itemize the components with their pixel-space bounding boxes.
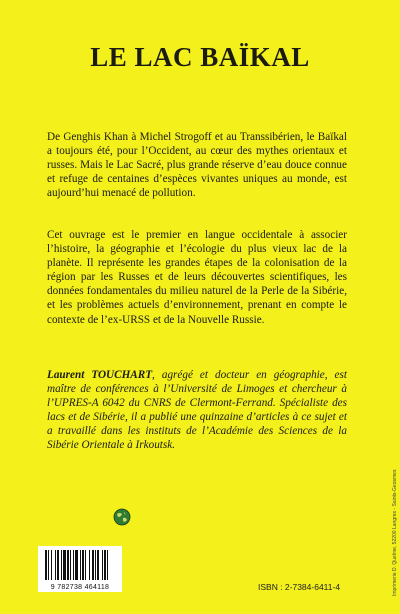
globe-logo-icon	[113, 508, 131, 526]
isbn: ISBN : 2-7384-6411-4	[258, 582, 341, 592]
barcode	[38, 546, 122, 592]
blurb-paragraph-1: De Genghis Khan à Michel Strogoff et au Transsibérien, le Baïkal a toujours été, pour l’Occident, au cœur des mythes orientaux et russes. Mais le Lac Sacré, plus grande réserve d’eau douce connue et refuge de centaines d’espèces vivantes uniques au monde, est aujourd’hui menacé de pollution.	[47, 131, 347, 200]
author-name: Laurent TOUCHART	[47, 369, 153, 381]
author-bio	[47, 368, 347, 453]
barcode-number: 9 782738 464118	[50, 584, 110, 591]
book-title: LE LAC BAÏKAL	[90, 42, 310, 72]
author-bio-text: , agrégé et docteur en géographie, est maître de conférences à l’Université de Limoges et chercheur à l’UPRES-A 6042 du CNRS de Clermont-Ferrand. Spécialiste des lacs et de Sibérie, il a publié une quinzaine d’articles à ce sujet et a travaillé dans les instituts de l’Académie des Sciences de la Sibérie Orientale à Irkoutsk.	[47, 369, 347, 452]
printer-credit: Imprimerie D. Quelme, 52200 Langres - Saints-Geosmes	[392, 469, 398, 596]
blurb-paragraph-2: Cet ouvrage est le premier en langue occidentale à associer l’histoire, la géographie et l’écologie du plus vieux lac de la planète. Il représente les grandes étapes de la colonisation de la région par les Russes et de leurs découvertes scientifiques, les données fondamentales du milieu naturel de la Perle de la Sibérie, et les problèmes actuels d’environnement, prenant en compte le contexte de l’ex-URSS et de la Nouvelle Russie.	[47, 229, 347, 326]
barcode-icon	[44, 550, 116, 580]
